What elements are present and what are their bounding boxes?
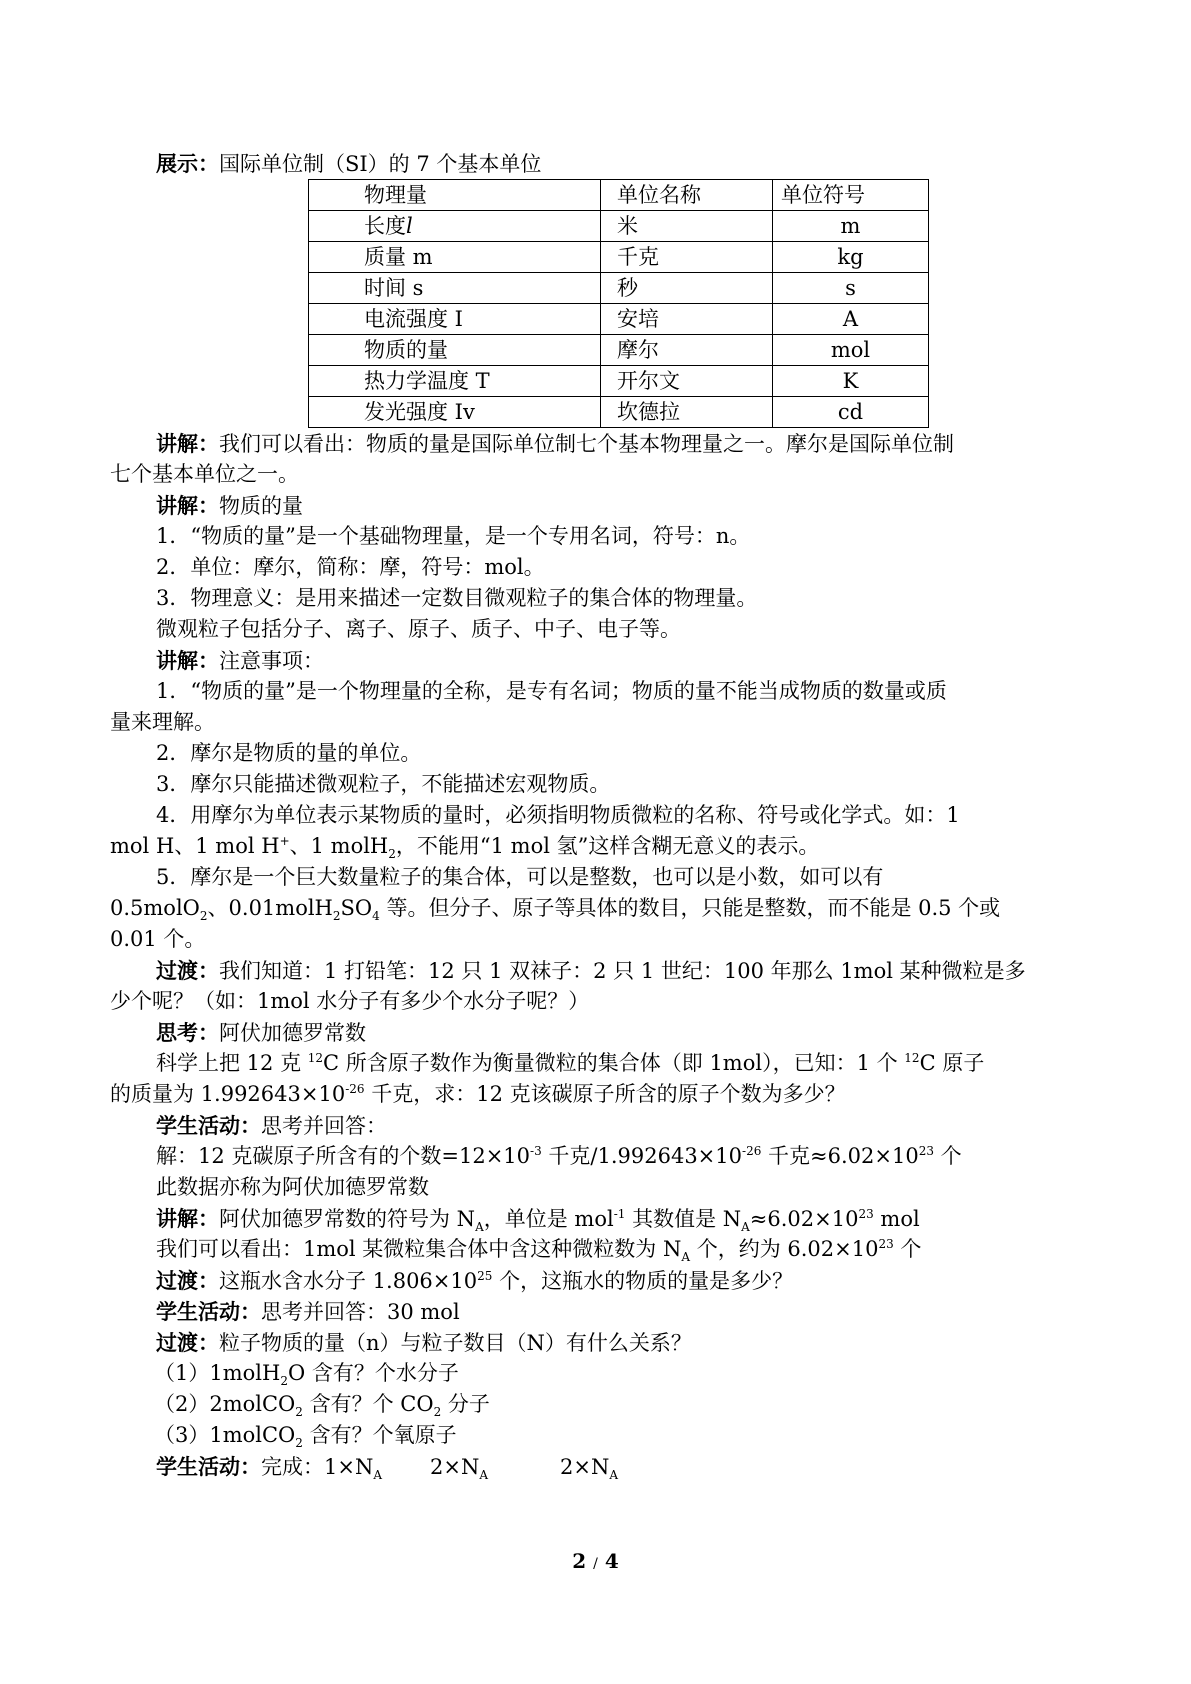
table-row bbox=[309, 335, 929, 366]
transition-line: 过渡：这瓶水含水分子 $1.806\times 10^{25}$ 个，这瓶水的物质的量是多少？ bbox=[156, 1268, 794, 1293]
explain-line: 讲解：物质的量 bbox=[156, 493, 303, 518]
table-cell: 开尔文 bbox=[601, 366, 773, 397]
question-item: （1）1molH$_2$O 含有？个水分子 bbox=[154, 1361, 459, 1389]
list-item: 1．“物质的量”是一个物理量的全称，是专有名词；物质的量不能当成物质的数量或质 bbox=[156, 679, 947, 703]
paragraph-line: 少个呢？（如：1mol 水分子有多少个水分子呢？） bbox=[110, 989, 590, 1013]
table-cell: K bbox=[773, 366, 929, 397]
table-cell: 物质的量 bbox=[309, 335, 601, 366]
paragraph-line: 0.01 个。 bbox=[110, 927, 206, 951]
table-header-row bbox=[309, 180, 929, 211]
paragraph-line: 量来理解。 bbox=[110, 710, 215, 734]
header-unit-name: 单位名称 bbox=[601, 180, 773, 211]
paragraph-line: 此数据亦称为阿伏加德罗常数 bbox=[156, 1175, 429, 1199]
document-page bbox=[110, 148, 1086, 1482]
list-item: 4．用摩尔为单位表示某物质的量时，必须指明物质微粒的名称、符号或化学式。如：1 bbox=[156, 803, 960, 827]
paragraph-line: 我们可以看出：1mol 某微粒集合体中含这种微粒数为 $N_A$ 个，约为 $6.02\times 10^{23}$ 个 bbox=[156, 1237, 922, 1265]
table-cell: 千克 bbox=[601, 242, 773, 273]
si-units-table bbox=[308, 179, 929, 428]
question-item: （2）2molCO$_2$ 含有？个 $CO_2$ 分子 bbox=[154, 1392, 490, 1420]
student-activity-line: 学生活动：完成：$1\times N_A$ $2\times N_A$ $2\times N_A$ bbox=[156, 1454, 619, 1483]
table-cell: 发光强度 Iv bbox=[309, 397, 601, 428]
list-item: 2．摩尔是物质的量的单位。 bbox=[156, 741, 422, 765]
table-row bbox=[309, 397, 929, 428]
table-cell: 长度l bbox=[309, 211, 601, 242]
table-cell: 秒 bbox=[601, 273, 773, 304]
think-line: 思考：阿伏加德罗常数 bbox=[156, 1020, 366, 1045]
table-cell: m bbox=[773, 211, 929, 242]
table-cell: 质量 m bbox=[309, 242, 601, 273]
table-cell: 坎德拉 bbox=[601, 397, 773, 428]
heading-text: 国际单位制（SI）的 7 个基本单位 bbox=[219, 152, 542, 176]
table-row bbox=[309, 366, 929, 397]
explain-line: 讲解：阿伏加德罗常数的符号为 $N_A$，单位是 mol$^{-1}$ 其数值是 $N_A\approx 6.02\times 10^{23}$ mol bbox=[156, 1206, 920, 1235]
list-item: 5．摩尔是一个巨大数量粒子的集合体，可以是整数，也可以是小数，如可以有 bbox=[156, 865, 884, 889]
paragraph-line: 微观粒子包括分子、离子、原子、质子、中子、电子等。 bbox=[156, 617, 681, 641]
list-item: 2．单位：摩尔，简称：摩，符号：mol。 bbox=[156, 555, 545, 579]
table-row bbox=[309, 211, 929, 242]
paragraph-line: 的质量为 $1.992643\times 10^{-26}$ 千克，求：12 克该碳原子所含的原子个数为多少？ bbox=[110, 1082, 846, 1106]
table-row bbox=[309, 242, 929, 273]
question-item: （3）1molCO$_2$ 含有？个氧原子 bbox=[154, 1423, 457, 1451]
table-cell: A bbox=[773, 304, 929, 335]
table-cell: 热力学温度 T bbox=[309, 366, 601, 397]
explain-line: 讲解：我们可以看出：物质的量是国际单位制七个基本物理量之一。摩尔是国际单位制 bbox=[156, 431, 954, 456]
show-label: 展示： bbox=[156, 151, 219, 176]
transition-line: 过渡：我们知道：1 打铅笔：12 只 1 双袜子：2 只 1 世纪：100 年那么 1mol 某种微粒是多 bbox=[156, 958, 1026, 983]
paragraph-line: 0.5molO$_2$、$0.01molH_2SO_4$ 等。但分子、原子等具体的数目，只能是整数，而不能是 0.5 个或 bbox=[110, 896, 1001, 924]
table-row bbox=[309, 273, 929, 304]
explain-line: 讲解：注意事项： bbox=[156, 648, 324, 673]
page-number: 2 / 4 bbox=[572, 1549, 619, 1573]
list-item: 3．摩尔只能描述微观粒子，不能描述宏观物质。 bbox=[156, 772, 611, 796]
heading-line bbox=[110, 148, 1086, 179]
solution-line: 解：12 克碳原子所含有的个数$=12\times 10^{-3}$ 千克$/1.992643\times 10^{-26}$ 千克$\approx 6.02\times 10^{23}$ 个 bbox=[156, 1144, 962, 1168]
paragraph-line: 七个基本单位之一。 bbox=[110, 462, 299, 486]
list-item: 3．物理意义：是用来描述一定数目微观粒子的集合体的物理量。 bbox=[156, 586, 758, 610]
table-cell: 摩尔 bbox=[601, 335, 773, 366]
table-cell: kg bbox=[773, 242, 929, 273]
table-cell: cd bbox=[773, 397, 929, 428]
header-unit-symbol: 单位符号 bbox=[773, 180, 929, 211]
table-cell: s bbox=[773, 273, 929, 304]
table-cell: 时间 s bbox=[309, 273, 601, 304]
header-quantity: 物理量 bbox=[309, 180, 601, 211]
table-cell: 电流强度 I bbox=[309, 304, 601, 335]
table-cell: 安培 bbox=[601, 304, 773, 335]
table-row bbox=[309, 304, 929, 335]
transition-line: 过渡：粒子物质的量（n）与粒子数目（N）有什么关系？ bbox=[156, 1330, 692, 1355]
list-item: 1．“物质的量”是一个基础物理量，是一个专用名词，符号：n。 bbox=[156, 524, 751, 548]
table-cell: 米 bbox=[601, 211, 773, 242]
paragraph-line: mol H、1 mol H+、1 molH$_2$，不能用“1 mol 氢”这样含糊无意义的表示。 bbox=[110, 834, 820, 862]
student-activity-line: 学生活动：思考并回答： bbox=[156, 1113, 387, 1138]
table-cell: mol bbox=[773, 335, 929, 366]
paragraph-line: 科学上把 12 克 $^{12}$C 所含原子数作为衡量微粒的集合体（即 1mol），已知：1 个 $^{12}$C 原子 bbox=[156, 1051, 985, 1075]
student-activity-line: 学生活动：思考并回答：30 mol bbox=[156, 1299, 460, 1324]
